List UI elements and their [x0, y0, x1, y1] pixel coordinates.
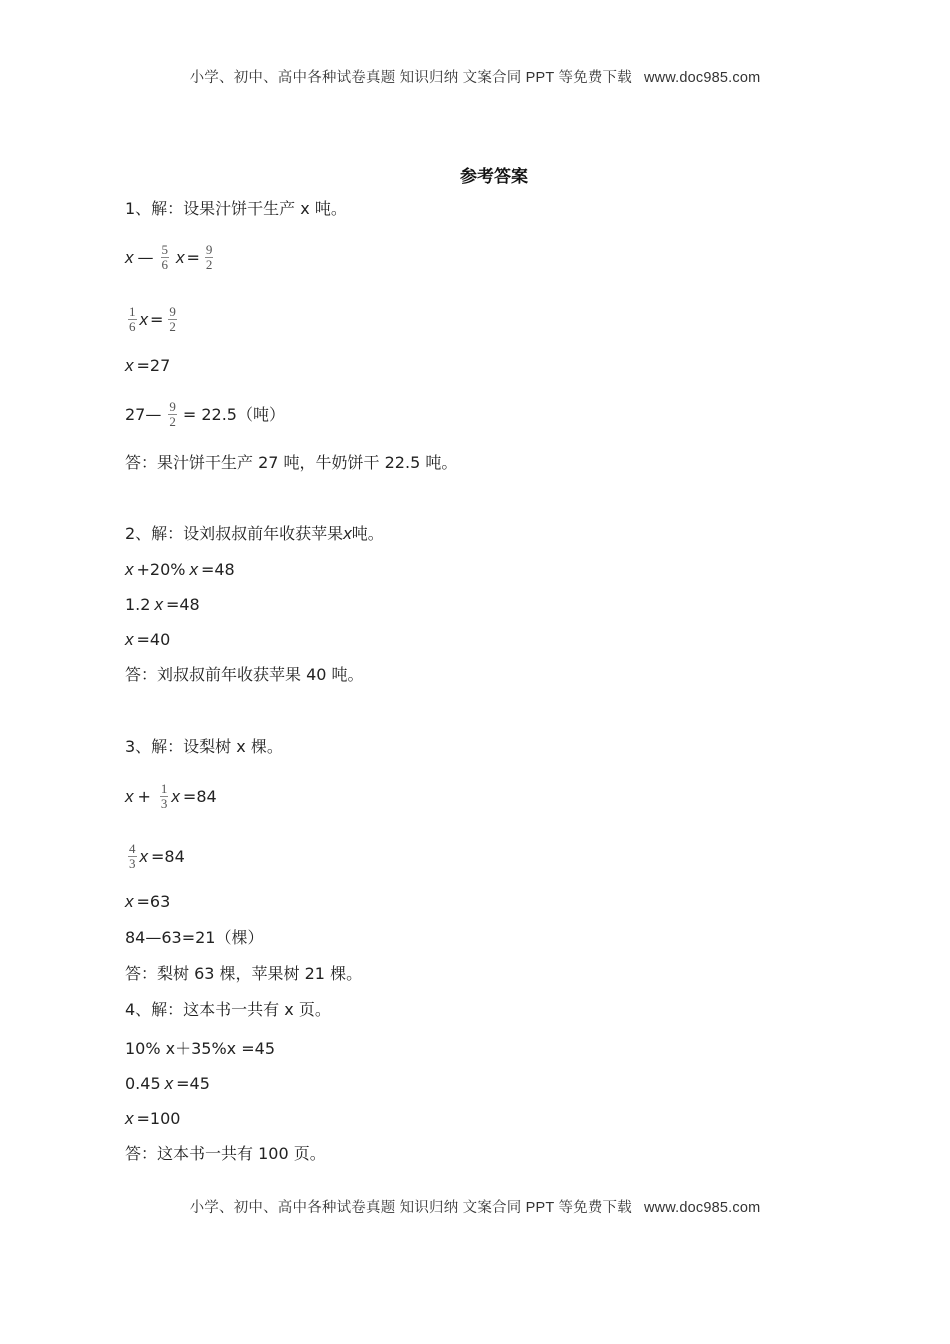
header-url[interactable]: www.doc985.com: [643, 70, 761, 86]
fraction: $\frac{4}{3}$: [129, 841, 136, 871]
q1-equation-2: $\frac{1}{6}$ x = $\frac{9}{2}$: [129, 304, 176, 334]
header-text: 小学、初中、高中各种试卷真题 知识归纳 文案合同 PPT 等免费下载: [189, 70, 632, 86]
fraction: $\frac{9}{2}$: [205, 242, 213, 272]
fraction: $\frac{5}{6}$: [161, 242, 168, 272]
q4-equation-2: 0.45 x =45: [125, 1074, 210, 1093]
page-header: [0, 66, 950, 87]
q1-equation-4: 27— $\frac{9}{2}$ = 22.5（吨）: [125, 399, 285, 429]
q2-equation-2: 1.2 x =48: [125, 595, 200, 614]
q1-intro: 1、解：设果汁饼干生产 x 吨。: [125, 199, 347, 218]
q2-answer: 答：刘叔叔前年收获苹果 40 吨。: [125, 665, 364, 684]
q1-equation-3: x =27: [125, 356, 171, 375]
q2-intro: 2、解：设刘叔叔前年收获苹果 x 吨。: [125, 524, 384, 543]
q3-intro: 3、解：设梨树 x 棵。: [125, 737, 283, 756]
q1-answer: 答：果汁饼干生产 27 吨，牛奶饼干 22.5 吨。: [125, 453, 458, 472]
fraction: $\frac{1}{3}$: [160, 781, 168, 811]
q3-answer: 答：梨树 63 棵，苹果树 21 棵。: [125, 964, 363, 983]
footer-text: 小学、初中、高中各种试卷真题 知识归纳 文案合同 PPT 等免费下载: [189, 1200, 632, 1216]
q4-equation-1: 10% x＋35%x =45: [125, 1039, 276, 1058]
q3-equation-1: x + $\frac{1}{3}$ x =84: [125, 781, 217, 811]
fraction: $\frac{9}{2}$: [169, 399, 176, 429]
q4-answer: 答：这本书一共有 100 页。: [125, 1144, 326, 1163]
fraction: $\frac{9}{2}$: [169, 304, 176, 334]
page-footer: [0, 1196, 950, 1217]
footer-url[interactable]: www.doc985.com: [643, 1200, 761, 1216]
fraction: $\frac{1}{6}$: [129, 304, 136, 334]
q4-intro: 4、解：这本书一共有 x 页。: [125, 1000, 331, 1019]
q2-equation-3: x =40: [125, 630, 171, 649]
q1-equation-1: x — $\frac{5}{6}$ x = $\frac{9}{2}$: [125, 242, 213, 272]
q3-equation-4: 84—63=21（棵）: [125, 928, 264, 947]
page-title: 参考答案: [460, 167, 528, 187]
q4-equation-3: x =100: [125, 1109, 181, 1128]
q3-equation-3: x =63: [125, 892, 171, 911]
q2-equation-1: x +20% x =48: [125, 560, 235, 579]
q3-equation-2: $\frac{4}{3}$ x =84: [129, 841, 185, 871]
